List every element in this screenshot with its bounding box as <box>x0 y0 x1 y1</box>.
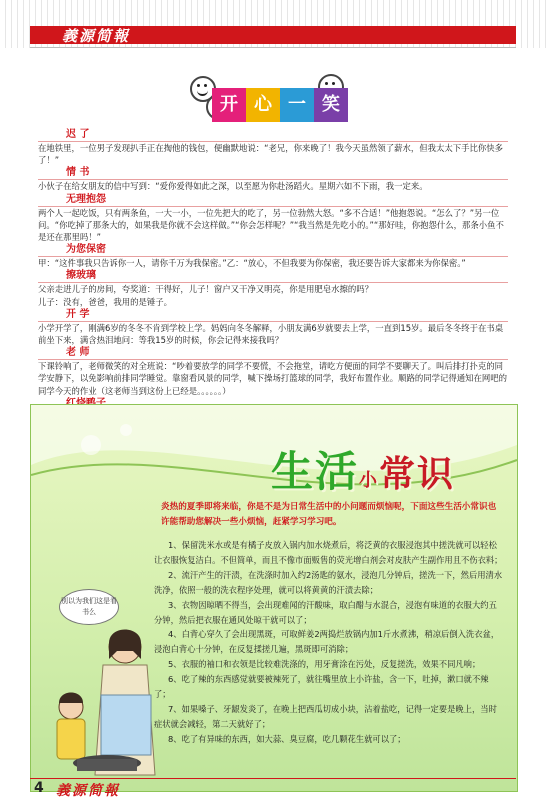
banner-char: 心 <box>246 88 280 122</box>
tip-item: 5、衣服的袖口和衣领是比较难洗涤的，用牙膏涂在污处，反复搓洗，效果不同凡响； <box>168 659 481 670</box>
joke-body <box>38 141 508 166</box>
life-title-main: 生活 <box>271 447 360 496</box>
tip-item: 2、流汗产生的汗渍，在洗涤时加入约2汤匙的氨水，浸泡几分钟后，搓洗一下，然后用清水洗净，依照一般的洗衣程序处理，就可以将黄黄的汗渍去除； <box>154 569 503 595</box>
joke-title: 老 师 <box>66 347 90 359</box>
joke-paragraph: 甲：“这件事我只告诉你一人，请你千万为我保密。”乙：“放心，不但我要为你保密，我还要告诉大家都来为你保密。” <box>38 258 466 269</box>
joke-paragraph: 儿子：没有，爸爸，我用的是锤子。 <box>38 296 172 307</box>
life-title <box>271 439 455 499</box>
tip-item: 1、保留洗米水或是有橘子皮放入锅内加水烧煮后，将泛黄的衣服浸泡其中搓洗就可以轻松让衣服恢复洁白。不但简单，而且不像市面贩售的荧光增白剂会对皮肤产生副作用且不伤衣料； <box>154 540 503 565</box>
joke-title: 无理抱怨 <box>66 193 106 205</box>
joke-body <box>38 359 508 397</box>
tip-item: 4、白背心穿久了会出现黑斑，可取鲜姜2两捣烂放锅内加1斤水煮沸，稍凉后倒入洗衣盆，浸泡白背心十分钟，在反复揉搓几遍，黑斑即可消除； <box>154 629 500 655</box>
tip-item: 3、衣物因晾晒不得当，会出现难闻的汗酸味，取白醋与水混合，浸泡有味道的衣服大约五分钟，然后把衣服在通风处晾干就可以了； <box>154 599 497 625</box>
joke-title: 擦玻璃 <box>66 270 96 282</box>
joke-paragraph: 父亲走进儿子的房间，夸奖道：干得好，儿子！窗户又干净又明亮，你是用肥皂水擦的吗？ <box>38 284 373 295</box>
joke-title: 为您保密 <box>66 244 106 256</box>
header-divider <box>30 47 516 48</box>
joke-item <box>38 269 508 307</box>
joke-item <box>38 346 508 397</box>
joke-body <box>38 206 508 244</box>
joke-item <box>38 128 508 166</box>
banner-char: 开 <box>212 88 246 122</box>
page-number: 4 <box>34 780 44 796</box>
tip-item: 8、吃了有异味的东西，如大蒜、臭豆腐，吃几颗花生就可以了； <box>168 733 406 744</box>
footer-title: 義源简報 <box>56 783 120 799</box>
joke-body <box>38 179 508 192</box>
page-header <box>0 0 546 48</box>
joke-item <box>38 308 508 346</box>
life-title-red: 常识 <box>379 453 456 495</box>
joke-paragraph: 两个人一起吃饭，只有两条鱼，一大一小，一位先把大的吃了，另一位勃然大怒。“多不合适！”他抱怨说。“怎么了？”另一位问。“你吃掉了那条大的，如果我是你就不会这样做。”“你会怎样呢？”“我当然是先吃小的。”“那好哇，你抱怨什么，那条小鱼不是还在那里吗！” <box>38 207 504 243</box>
tip-item: 7、如果嗓子、牙龈发炎了，在晚上把西瓜切成小块，沾着盐吃，记得一定要是晚上，当时症状就会减轻，第二天就好了； <box>154 703 497 729</box>
joke-title: 开 学 <box>66 308 90 320</box>
joke-paragraph: 小伙子在给女朋友的信中写到：“爱你爱得如此之深，以至愿为你赴汤蹈火。星期六如不下雨，我一定来。 <box>38 181 428 192</box>
joke-paragraph: 在地铁里，一位男子发现扒手正在掏他的钱包，便幽默地说：“老兄，你来晚了！我今天虽然领了薪水，但我太太下手比你快多了！” <box>38 143 503 166</box>
joke-paragraph: 下课铃响了，老师微笑的对全班说：“吵着要放学的同学不要慌，不会拖堂，请吃方便面的同学不要聊天了。叫后排打扑克的同学安静下，以免影响前排同学睡觉。靠窗看风景的同学，喊下操场打篮球的同学，我好布置作业。顺路的同学记得通知在网吧的同学今天的作业（这老师当到这份上已经是。。。。。。） <box>38 361 507 396</box>
joke-item <box>38 166 508 192</box>
joke-paragraph: 小学开学了，刚满6岁的冬冬不肯到学校上学。妈妈向冬冬解释，小朋友满6岁就要去上学，一直到15岁。最后冬冬终于在书桌前坐下来，满含热泪地问：等我15岁的时候，你会记得来接我吗？ <box>38 322 504 346</box>
joke-body <box>38 321 508 346</box>
life-intro: 炎热的夏季即将来临，你是不是为日常生活中的小问题而烦恼呢，下面这些生活小常识也许能帮助您解决一些小烦恼，赶紧学习学习吧。 <box>161 502 497 527</box>
newsletter-title: 義源简報 <box>62 27 131 45</box>
joke-title: 迟 了 <box>66 129 90 140</box>
tip-item: 6、吃了辣的东西感觉就要被辣死了，就往嘴里放上小许盐，含一下，吐掉，漱口就不辣了； <box>154 674 489 700</box>
cooking-figures-icon <box>37 625 169 785</box>
jokes-section <box>38 128 508 447</box>
joke-banner <box>190 74 350 128</box>
banner-char: 笑 <box>314 88 348 122</box>
speech-bubble: 别以为我们这是看书么 <box>59 589 119 625</box>
joke-item <box>38 243 508 269</box>
joke-body <box>38 282 508 307</box>
mother-child-illustration <box>37 585 169 785</box>
banner-char: 一 <box>280 88 314 122</box>
tips-list <box>154 538 504 747</box>
life-tips-section <box>30 404 518 792</box>
joke-body <box>38 256 508 269</box>
page-footer <box>30 778 516 800</box>
footer-divider <box>30 778 516 779</box>
life-title-small: 小 <box>359 470 380 491</box>
joke-title: 情 书 <box>66 167 90 179</box>
joke-item <box>38 193 508 244</box>
